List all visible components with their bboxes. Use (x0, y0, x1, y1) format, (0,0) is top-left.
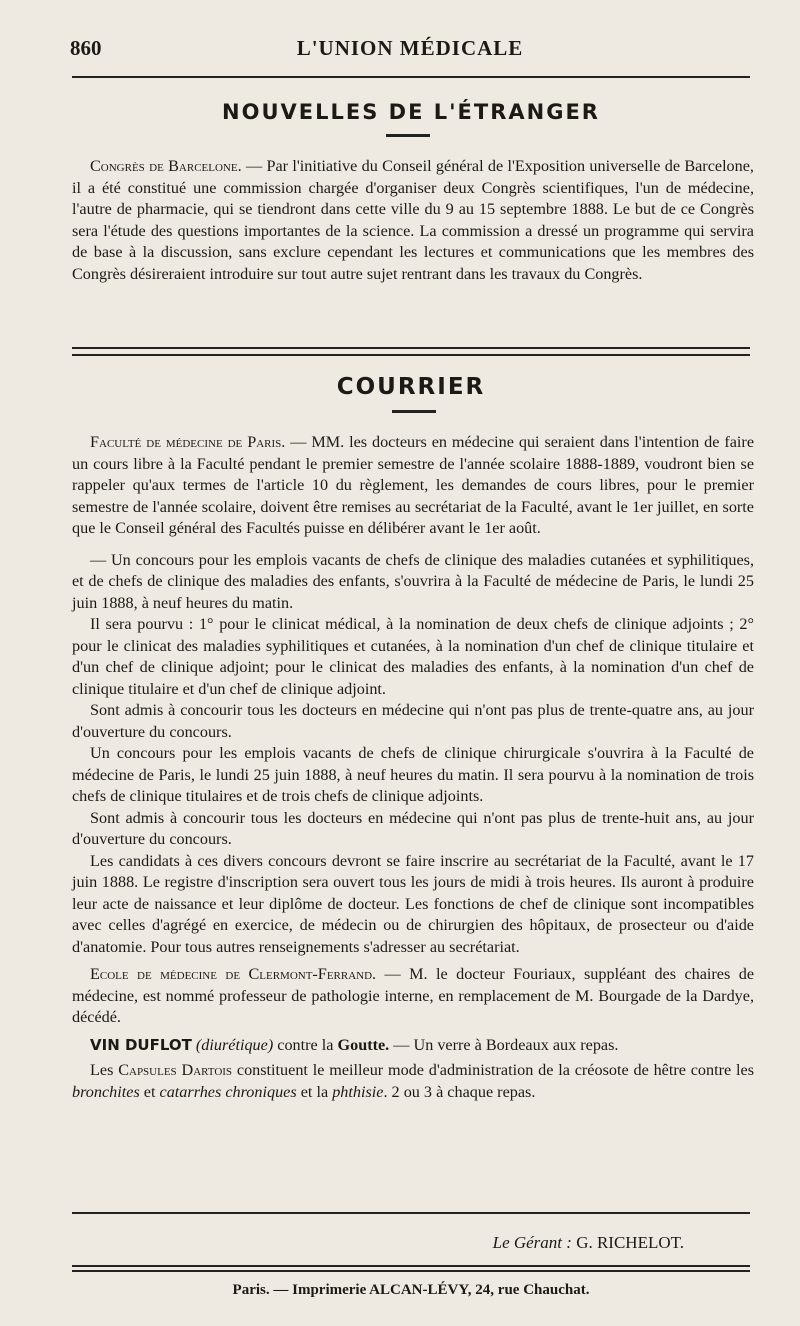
section-courrier-body (72, 432, 754, 1103)
advert-capsules-dartois (72, 1060, 754, 1103)
footer-rule (72, 1212, 750, 1214)
paragraph-text: — M. le docteur Fouriaux, suppléant des chaires de médecine, est nommé professeur de pathologie interne, en remplacement de M. Bourgade de la Dardye, décédé. (72, 965, 755, 1026)
advert-text: et (139, 1082, 160, 1101)
title-underline (392, 410, 436, 413)
gerant-name: G. RICHELOT. (571, 1233, 684, 1252)
gerant-label: Le Gérant : (492, 1233, 572, 1252)
title-underline (386, 134, 430, 137)
advert-text: constituent le meilleur mode d'administration de la créosote de hêtre contre les (232, 1061, 754, 1079)
advert-text: Les (90, 1061, 119, 1079)
printer-imprint: Paris. — Imprimerie ALCAN-LÉVY, 24, rue Chauchat. (232, 1282, 590, 1298)
footer-double-rule (72, 1265, 750, 1272)
section-foreign-news-body (72, 156, 754, 285)
paragraph-concours-chirurgicale: Un concours pour les emplois vacants de chefs de clinique chirurgicale s'ouvrira à la Faculté de médecine de Paris, le lundi 25 juin 1888, à neuf heures du matin. Il sera pourvu à la nomination de trois chefs de clinique titulaires et de trois chefs de clinique adjoints. (72, 744, 754, 805)
page-number: 860 (70, 36, 102, 60)
section-title-courrier: COURRIER (336, 374, 486, 400)
advert-product: Capsules Dartois (118, 1061, 233, 1079)
advert-condition: Goutte. (337, 1035, 390, 1054)
gerant-signature (72, 1233, 684, 1253)
advert-qualifier: (diurétique) (195, 1035, 274, 1054)
paragraph-admis-trente-huit: Sont admis à concourir tous les docteurs en médecine qui n'ont pas plus de trente-huit ans, au jour d'ouverture du concours. (72, 808, 754, 848)
header-rule (72, 76, 750, 78)
advert-condition: phthisie (332, 1082, 384, 1101)
page-header (70, 36, 750, 66)
paragraph-lead: Faculté de médecine de Paris. (90, 433, 286, 451)
advert-text: . 2 ou 3 à chaque repas. (383, 1082, 536, 1101)
advert-product: VIN DUFLOT (90, 1035, 192, 1054)
paragraph-barcelona-congress (72, 156, 754, 285)
advert-text: — Un verre à Bordeaux aux repas. (389, 1035, 619, 1054)
paragraph-faculte-paris (72, 432, 754, 540)
advert-text: contre la (273, 1035, 338, 1054)
paragraph-lead: Congrès de Barcelone. (90, 157, 242, 175)
advert-text: et la (296, 1082, 333, 1101)
section-title-foreign-news: NOUVELLES DE L'ÉTRANGER (222, 100, 600, 124)
section-divider (72, 347, 750, 356)
paragraph-admis-trente-quatre: Sont admis à concourir tous les docteurs en médecine qui n'ont pas plus de trente-quatre ans, au jour d'ouverture du concours. (72, 701, 754, 741)
paragraph-clermont-ferrand (72, 964, 754, 1029)
paragraph-concours-cutanees: — Un concours pour les emplois vacants de chefs de clinique des maladies cutanées et syphilitiques, et de chefs de clinique des maladies des enfants, s'ouvrira à la Faculté de médecine de Paris, le lundi 25 juin 1888, à neuf heures du matin. (72, 550, 754, 612)
paragraph-text: — MM. les docteurs en médecine qui seraient dans l'intention de faire un cours libre à la Faculté pendant le premier semestre de l'année scolaire 1888-1889, voudront bien se rappeler qu'aux termes de l'article 10 du règlement, les demandes de cours libres, pour le premier semestre de l'année scolaire, doivent être remises au secrétariat de la Faculté, avant le 1er juillet, en sorte que le Conseil général des Facultés puisse en délibérer avant le 1er août. (72, 433, 755, 537)
paragraph-candidats: Les candidats à ces divers concours devront se faire inscrire au secrétariat de la Faculté, avant le 17 juin 1888. Le registre d'inscription sera ouvert tous les jours de midi à trois heures. Ils auront à produire leur acte de naissance et leur diplôme de docteur. Les fonctions de chef de clinique sont incompatibles avec celles d'agrégé en exercice, de médecin ou de chirurgien des hôpitaux, de prosecteur ou d'aide d'anatomie. Pour tous autres renseignements s'adresser au secrétariat. (72, 851, 754, 956)
advert-condition: catarrhes chroniques (159, 1082, 297, 1101)
paragraph-pourvu: Il sera pourvu : 1° pour le clinicat médical, à la nomination de deux chefs de clinique adjoints ; 2° pour le clinicat des maladies syphilitiques et cutanées, à la nomination d'un chef de clinique titulaire et d'un chef de clinique adjoint; pour le clinicat des maladies des enfants, à la nomination d'un chef de clinique titulaire et d'un chef de clinique adjoint. (72, 615, 754, 698)
paragraph-lead: Ecole de médecine de Clermont-Ferrand. (90, 965, 377, 983)
journal-title: L'UNION MÉDICALE (296, 36, 524, 60)
advert-condition: bronchites (72, 1082, 140, 1101)
paragraph-text: — Par l'initiative du Conseil général de l'Exposition universelle de Barcelone, il a été constitué une commission chargée d'organiser deux Congrès scientifiques, l'un de médecine, l'autre de pharmacie, qui se tiendront dans cette ville du 9 au 15 septembre 1888. Le but de ce Congrès sera l'étude des questions importantes de la science. La commission a dressé un programme qui servira de base à la discussion, sans exclure cependant les lectures et communications que les membres des Congrès désireraient introduire sur tout autre sujet rentrant dans les travaux du Congrès. (72, 157, 754, 283)
advert-vin-duflot (72, 1035, 754, 1057)
